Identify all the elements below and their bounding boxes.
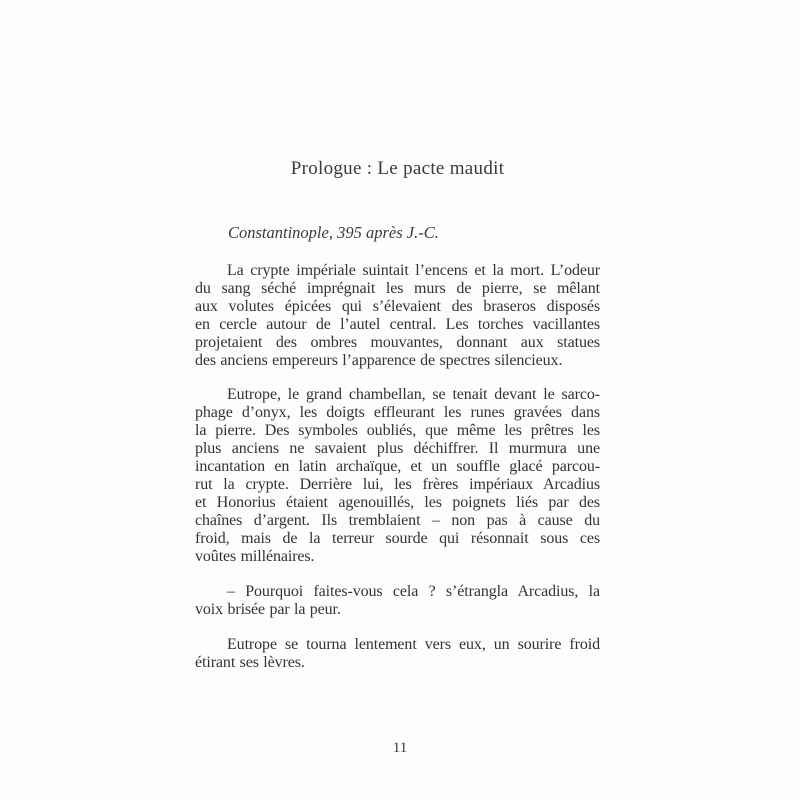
text-line: étirant ses lèvres.: [195, 653, 305, 671]
text-line: rut la crypte. Derrière lui, les frères impériaux Arcadius: [195, 475, 600, 493]
text-line: et Honorius étaient agenouillés, les poignets liés par des: [195, 493, 600, 511]
page-content: [195, 0, 600, 688]
text-line: voix brisée par la peur.: [195, 600, 341, 618]
text-line: Eutrope, le grand chambellan, se tenait devant le sarco-: [227, 385, 600, 403]
text-line: – Pourquoi faites-vous cela ? s’étrangla Arcadius, la: [227, 582, 600, 600]
text-line: froid, mais de la terreur sourde qui résonnait sous ces: [195, 529, 600, 547]
page-number: 11: [392, 740, 408, 756]
text-line: Eutrope se tourna lentement vers eux, un sourire froid: [227, 635, 600, 653]
text-line: chaînes d’argent. Ils tremblaient – non pas à cause du: [195, 511, 600, 529]
text-line: voûtes millénaires.: [195, 547, 315, 565]
text-line: aux volutes épicées qui s’élevaient des braseros disposés: [195, 297, 600, 315]
text-line: projetaient des ombres mouvantes, donnant aux statues: [195, 333, 600, 351]
text-line: du sang séché imprégnait les murs de pierre, se mêlant: [195, 279, 600, 297]
text-line: en cercle autour de l’autel central. Les torches vacillantes: [195, 315, 600, 333]
text-line: la pierre. Des symboles oubliés, que même les prêtres les: [195, 421, 600, 439]
dateline: Constantinople, 395 après J.-C.: [228, 223, 439, 242]
text-line: incantation en latin archaïque, et un souffle glacé parcou-: [195, 457, 600, 475]
text-line: La crypte impériale suintait l’encens et la mort. L’odeur: [227, 261, 600, 279]
text-line: des anciens empereurs l’apparence de spectres silencieux.: [195, 351, 563, 369]
chapter-title: Prologue : Le pacte maudit: [290, 158, 505, 179]
text-line: phage d’onyx, les doigts effleurant les runes gravées dans: [195, 403, 600, 421]
text-line: plus anciens ne savaient plus déchiffrer. Il murmura une: [195, 439, 600, 457]
